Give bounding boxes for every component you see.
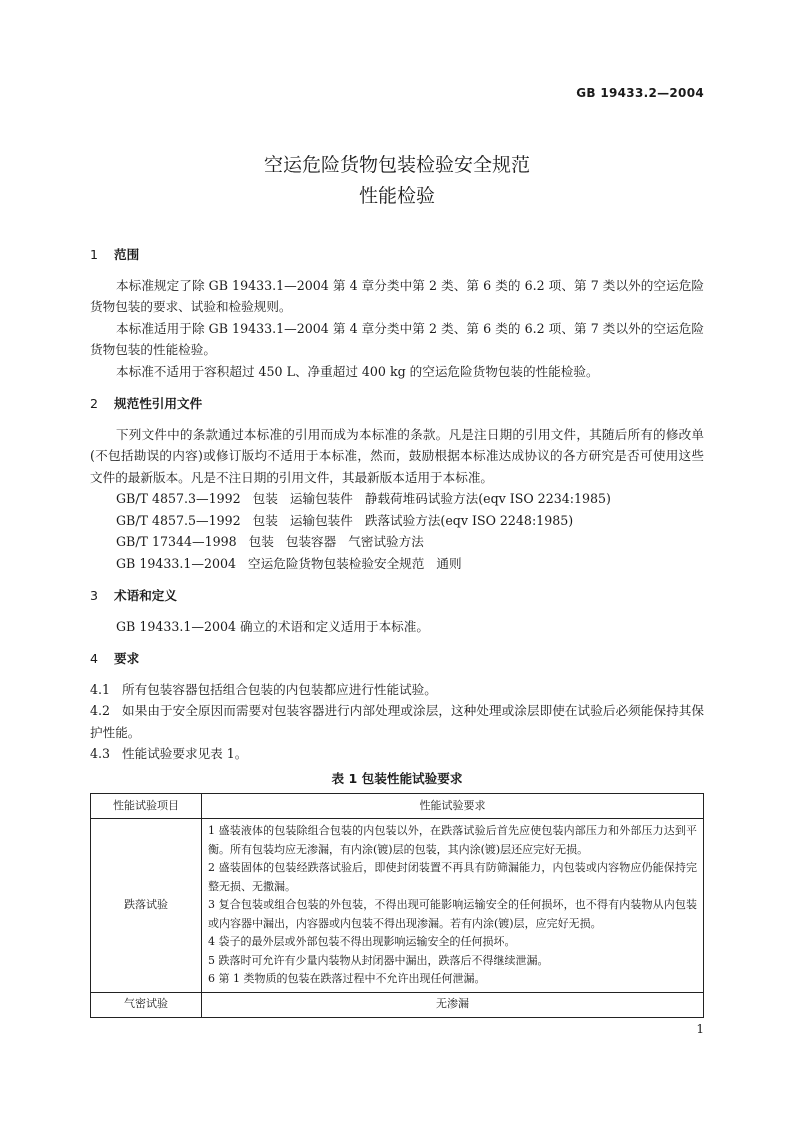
clause — [90, 743, 704, 765]
clause — [90, 679, 704, 701]
section-heading-normative-references — [90, 393, 704, 415]
test-item-cell: 跌落试验 — [91, 819, 202, 993]
section-title: 规范性引用文件 — [114, 396, 203, 411]
paragraph: 下列文件中的条款通过本标准的引用而成为本标准的条款。凡是注日期的引用文件，其随后所有的修改单(不包括勘误的内容)或修订版均不适用于本标准，然而，鼓励根据本标准达成协议的各方研究是否可使用这些文件的最新版本。凡是不注日期的引用文件，其最新版本适用于本标准。 — [90, 426, 704, 485]
clause — [90, 700, 704, 743]
paragraph: 本标准规定了除 GB 19433.1—2004 第 4 章分类中第 2 类、第 6 类的 6.2 项、第 7 类以外的空运危险货物包装的要求、试验和检验规则。 — [90, 277, 704, 314]
table-row — [91, 819, 704, 993]
section-number: 3 — [90, 588, 99, 603]
requirement-cell: 无渗漏 — [202, 992, 704, 1017]
standard-number: GB 19433.2—2004 — [576, 86, 704, 100]
document-subtitle: 性能检验 — [358, 185, 435, 207]
column-header-item: 性能试验项目 — [91, 794, 202, 819]
section-heading-requirements — [90, 648, 704, 670]
clause-number: 4.1 — [90, 681, 111, 697]
clause-number: 4.2 — [90, 703, 111, 718]
requirement-line: 5 跌落时可允许有少量内装物从封闭器中漏出，跌落后不得继续泄漏。 — [208, 953, 549, 967]
section-number: 4 — [90, 651, 99, 666]
clause-text: 性能试验要求见表 1。 — [122, 746, 248, 761]
table-row — [91, 992, 704, 1017]
requirement-line: 6 第 1 类物质的包装在跌落过程中不允许出现任何泄漏。 — [208, 972, 486, 985]
paragraph: 本标准适用于除 GB 19433.1—2004 第 4 章分类中第 2 类、第 6 类的 6.2 项、第 7 类以外的空运危险货物包装的性能检验。 — [90, 320, 704, 357]
section-heading-scope — [90, 244, 704, 266]
section-title: 要求 — [114, 651, 140, 666]
paragraph: 本标准不适用于容积超过 450 L、净重超过 400 kg 的空运危险货物包装的性能检验。 — [116, 363, 599, 379]
section-title: 范围 — [114, 247, 140, 262]
requirement-line: 4 袋子的最外层或外部包装不得出现影响运输安全的任何损坏。 — [208, 935, 516, 948]
column-header-requirement: 性能试验要求 — [202, 794, 704, 819]
test-item-cell: 气密试验 — [91, 992, 202, 1017]
clause-number: 4.3 — [90, 746, 111, 761]
document-title: 空运危险货物包装检验安全规范 — [263, 154, 530, 176]
paragraph: GB 19433.1—2004 确立的术语和定义适用于本标准。 — [116, 618, 429, 634]
clause-text: 所有包装容器包括组合包装的内包装都应进行性能试验。 — [122, 681, 437, 697]
clause-text: 如果由于安全原因而需要对包装容器进行内部处理或涂层，这种处理或涂层即使在试验后必须能保持其保护性能。 — [90, 703, 704, 740]
table-header-row — [91, 794, 704, 819]
requirement-line: 2 盛装固体的包装经跌落试验后，即使封闭装置不再具有防筛漏能力，内包装或内容物应仍能保持完整无损、无撒漏。 — [208, 861, 697, 893]
performance-test-table — [90, 793, 704, 1018]
reference-item: GB/T 17344—1998 包装 包装容器 气密试验方法 — [116, 534, 424, 549]
section-title: 术语和定义 — [114, 588, 177, 603]
reference-item: GB/T 4857.3—1992 包装 运输包装件 静载荷堆码试验方法(eqv ISO 2234:1985) — [116, 491, 611, 506]
reference-item: GB 19433.1—2004 空运危险货物包装检验安全规范 通则 — [116, 555, 462, 571]
section-heading-terms — [90, 585, 704, 607]
page-body — [90, 244, 704, 1018]
reference-item: GB/T 4857.5—1992 包装 运输包装件 跌落试验方法(eqv ISO 2248:1985) — [116, 512, 574, 528]
section-number: 2 — [90, 396, 99, 411]
requirement-line: 1 盛装液体的包装除组合包装的内包装以外，在跌落试验后首先应使包装内部压力和外部压力达到平衡。所有包装均应无渗漏，有内涂(镀)层的包装，其内涂(镀)层还应完好无损。 — [208, 824, 697, 856]
requirement-line: 3 复合包装或组合包装的外包装，不得出现可能影响运输安全的任何损坏，也不得有内装物从内包装或内容器中漏出，内容器或内包装不得出现渗漏。若有内涂(镀)层，应完好无损。 — [208, 898, 697, 930]
requirement-cell — [202, 819, 704, 993]
page-number: 1 — [696, 1022, 704, 1036]
section-number: 1 — [90, 247, 99, 262]
table-caption: 表 1 包装性能试验要求 — [331, 770, 463, 786]
